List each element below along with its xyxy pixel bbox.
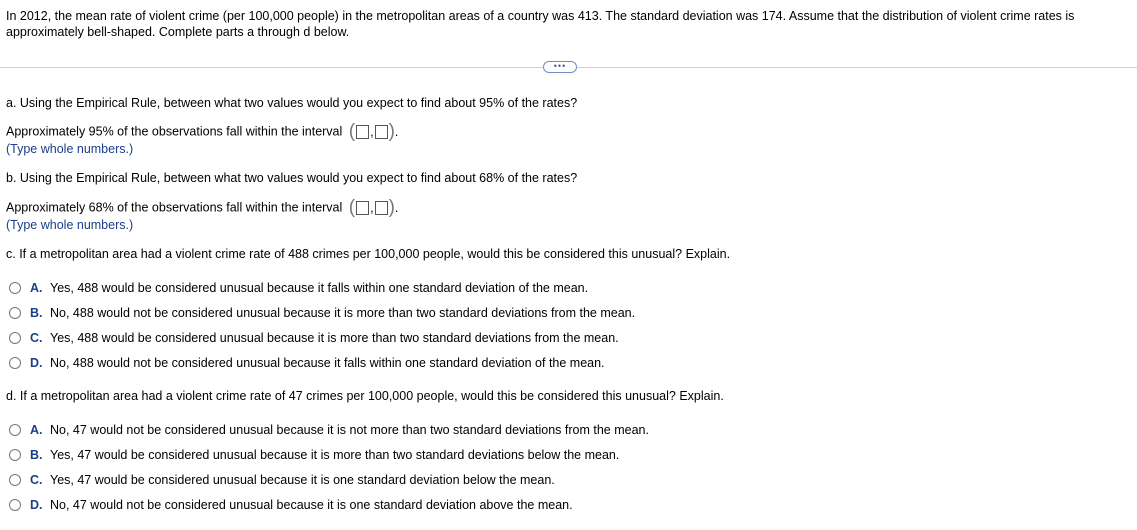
part-d-option-a[interactable]: A. No, 47 would not be considered unusual because it is not more than two standard deviations from the mean.: [9, 423, 649, 437]
part-a-interval: [348, 121, 399, 142]
part-b-lower-input[interactable]: [356, 201, 369, 215]
radio-button[interactable]: [9, 474, 21, 486]
part-c-question: c. If a metropolitan area had a violent crime rate of 488 crimes per 100,000 people, would this be considered this unusual? Explain.: [6, 247, 731, 261]
part-a-upper-input[interactable]: [375, 125, 388, 139]
part-d-option-c[interactable]: C. Yes, 47 would be considered unusual because it is one standard deviation below the mean.: [9, 473, 555, 487]
part-a-lower-input[interactable]: [356, 125, 369, 139]
part-c-option-d[interactable]: D. No, 488 would not be considered unusual because it falls within one standard deviation of the mean.: [9, 356, 605, 370]
part-b-answer-row: [6, 197, 399, 218]
radio-button[interactable]: [9, 357, 21, 369]
part-a-answer-row: [6, 121, 399, 142]
period: .: [394, 201, 399, 215]
expand-more-button[interactable]: •••: [543, 61, 577, 73]
radio-button[interactable]: [9, 499, 21, 511]
part-c-option-a[interactable]: A. Yes, 488 would be considered unusual because it falls within one standard deviation of the mean.: [9, 281, 588, 295]
part-d-option-d[interactable]: D. No, 47 would not be considered unusual because it is one standard deviation above the mean.: [9, 498, 573, 512]
part-a-question: a. Using the Empirical Rule, between what two values would you expect to find about 95% of the rates?: [6, 96, 578, 110]
part-b-interval: [348, 197, 399, 218]
radio-button[interactable]: [9, 307, 21, 319]
part-c-option-b[interactable]: B. No, 488 would not be considered unusual because it is more than two standard deviations from the mean.: [9, 306, 635, 320]
part-a-hint: (Type whole numbers.): [6, 142, 134, 156]
radio-button[interactable]: [9, 282, 21, 294]
part-b-prompt: Approximately 68% of the observations fall within the interval: [6, 200, 343, 215]
part-d-option-b[interactable]: B. Yes, 47 would be considered unusual because it is more than two standard deviations below the mean.: [9, 448, 619, 462]
comma-separator: ,: [370, 201, 374, 215]
part-d-question: d. If a metropolitan area had a violent crime rate of 47 crimes per 100,000 people, would this be considered this unusual? Explain.: [6, 389, 724, 403]
part-c-option-c[interactable]: C. Yes, 488 would be considered unusual because it is more than two standard deviations from the mean.: [9, 331, 619, 345]
open-paren: (: [348, 121, 356, 142]
radio-button[interactable]: [9, 449, 21, 461]
comma-separator: ,: [370, 125, 374, 139]
radio-button[interactable]: [9, 424, 21, 436]
problem-statement: In 2012, the mean rate of violent crime (per 100,000 people) in the metropolitan areas of a country was 413. The standard deviation was 174. Assume that the distribution of violent crime rates is approximately bell-shaped. Complete parts a through d below.: [6, 9, 1075, 39]
radio-button[interactable]: [9, 332, 21, 344]
close-paren: ): [388, 121, 395, 142]
part-b-question: b. Using the Empirical Rule, between what two values would you expect to find about 68% of the rates?: [6, 171, 578, 185]
close-paren: ): [388, 197, 395, 218]
part-b-upper-input[interactable]: [375, 201, 388, 215]
open-paren: (: [348, 197, 356, 218]
part-a-prompt: Approximately 95% of the observations fall within the interval: [6, 124, 343, 139]
part-b-hint: (Type whole numbers.): [6, 218, 134, 232]
period: .: [394, 125, 399, 139]
